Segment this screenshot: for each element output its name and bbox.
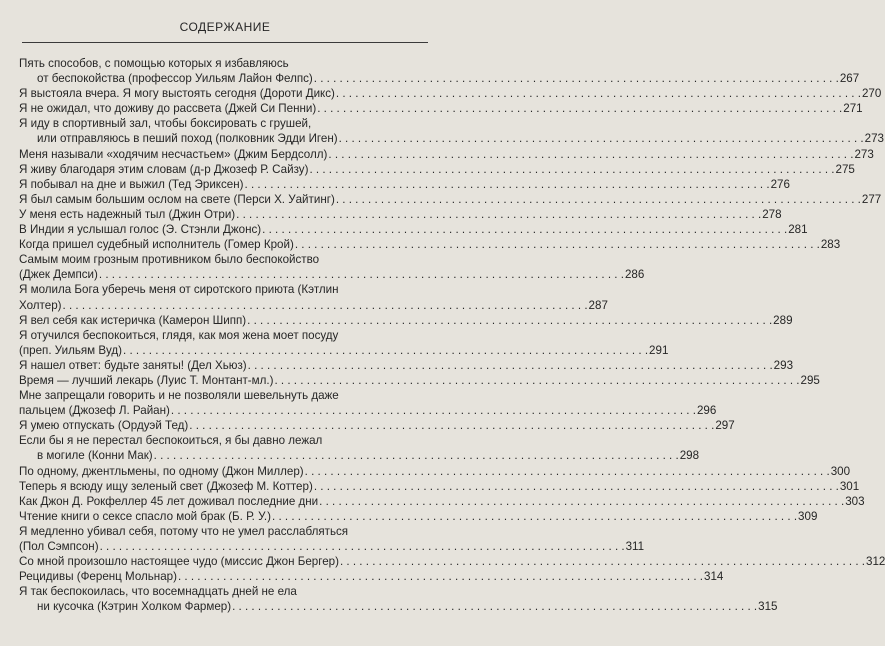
toc-entry bbox=[19, 222, 808, 237]
toc-page-number: 287 bbox=[588, 298, 608, 312]
toc-page-number: 289 bbox=[773, 313, 793, 327]
dot-leader bbox=[314, 479, 839, 494]
dot-leader bbox=[232, 599, 757, 614]
dot-leader bbox=[274, 373, 799, 388]
toc-entry-title: (преп. Уильям Вуд) bbox=[19, 343, 122, 357]
toc-entry-title: Я побывал на дне и выжил (Тед Эриксен) bbox=[19, 177, 244, 191]
toc-entry bbox=[19, 177, 790, 192]
dot-leader bbox=[248, 358, 773, 373]
toc-entry bbox=[19, 509, 818, 524]
toc-page-number: 296 bbox=[696, 404, 717, 418]
toc-entry-title-line: Я так беспокоилась, что восемнадцать дней не ела bbox=[19, 585, 297, 599]
dot-leader bbox=[99, 267, 624, 282]
toc-entry bbox=[19, 86, 882, 101]
toc-entry bbox=[19, 282, 608, 312]
dot-leader bbox=[262, 222, 787, 237]
toc-entry-title: Я не ожидал, что доживу до рассвета (Джей Си Пенни) bbox=[19, 102, 317, 116]
dot-leader bbox=[336, 192, 861, 207]
toc-page-number: 309 bbox=[798, 509, 818, 523]
toc-entry-title: Я выстояла вчера. Я могу выстоять сегодня (Дороти Дикс) bbox=[19, 87, 335, 101]
toc-entry-title: Я умею отпускать (Ордуэй Тед) bbox=[19, 419, 189, 433]
dot-leader bbox=[328, 147, 853, 162]
toc-page-number: 291 bbox=[649, 343, 669, 357]
toc-page-number: 277 bbox=[861, 192, 882, 206]
toc-entry-title-line: Мне запрещали говорить и не позволяли шевельнуть даже bbox=[19, 389, 339, 403]
toc-entry bbox=[19, 524, 645, 554]
dot-leader bbox=[319, 494, 844, 509]
toc-entry bbox=[19, 207, 782, 222]
toc-page-number: 314 bbox=[704, 570, 724, 584]
toc-entry-title: ни кусочка (Кэтрин Холком Фармер) bbox=[37, 600, 232, 614]
toc-entry-title-line: Самым моим грозным противником было беспокойство bbox=[19, 253, 320, 267]
toc-entry bbox=[19, 147, 874, 162]
toc-entry bbox=[19, 584, 778, 614]
dot-leader bbox=[63, 298, 588, 313]
toc-page-number: 303 bbox=[845, 494, 865, 508]
toc-entry-title: в могиле (Конни Мак) bbox=[37, 449, 153, 463]
toc-entry bbox=[19, 464, 851, 479]
dot-leader bbox=[100, 539, 625, 554]
toc-entry-title: Меня называли «ходячим несчастьем» (Джим Бердсолл) bbox=[19, 147, 328, 161]
toc-entry bbox=[19, 192, 882, 207]
dot-leader bbox=[245, 177, 770, 192]
dot-leader bbox=[340, 554, 865, 569]
table-of-contents bbox=[19, 56, 885, 614]
toc-page-number: 275 bbox=[835, 162, 855, 176]
toc-page-number: 298 bbox=[679, 449, 700, 463]
toc-entry-title: Я вел себя как истеричка (Камерон Шипп) bbox=[19, 313, 247, 327]
toc-entry bbox=[19, 56, 860, 86]
dot-leader bbox=[123, 343, 648, 358]
toc-entry bbox=[19, 418, 735, 433]
toc-entry bbox=[19, 328, 669, 358]
toc-entry-title: (Джек Демпси) bbox=[19, 268, 98, 282]
toc-entry bbox=[19, 237, 841, 252]
toc-entry-title: от беспокойства (профессор Уильям Лайон Фелпс) bbox=[37, 72, 313, 86]
dot-leader bbox=[154, 448, 679, 463]
toc-entry bbox=[19, 479, 860, 494]
toc-entry bbox=[19, 252, 645, 282]
dot-leader bbox=[272, 509, 797, 524]
toc-entry-title: Теперь я всюду ищу зеленый свет (Джозеф М. Коттер) bbox=[19, 479, 313, 493]
toc-entry-title: У меня есть надежный тыл (Джин Отри) bbox=[19, 207, 236, 221]
toc-page-number: 311 bbox=[625, 540, 645, 553]
toc-entry-title-line: Я медленно убивал себя, потому что не умел расслабляться bbox=[19, 524, 349, 538]
toc-page-number: 293 bbox=[773, 358, 794, 372]
toc-page-number: 301 bbox=[839, 479, 860, 493]
toc-entry-title-line: Я молила Бога уберечь меня от сиротского приюта (Кэтлин bbox=[19, 283, 339, 297]
toc-entry-title: Как Джон Д. Рокфеллер 45 лет доживал последние дни bbox=[19, 494, 319, 508]
toc-entry-title: Когда пришел судебный исполнитель (Гомер Крой) bbox=[19, 238, 294, 252]
toc-entry bbox=[19, 433, 700, 463]
toc-page-number: 267 bbox=[839, 72, 860, 86]
toc-page-number: 278 bbox=[762, 207, 782, 221]
toc-entry-title: Я живу благодаря этим словам (д-р Джозеф Р. Сайзу) bbox=[19, 162, 309, 176]
toc-entry-title-line: Я отучился беспокоиться, глядя, как моя жена моет посуду bbox=[19, 328, 339, 342]
toc-entry-title: Со мной произошло настоящее чудо (миссис Джон Бергер) bbox=[19, 555, 339, 569]
toc-page-number: 271 bbox=[843, 102, 863, 116]
toc-entry-title: Рецидивы (Ференц Мольнар) bbox=[19, 570, 177, 584]
dot-leader bbox=[178, 569, 703, 584]
toc-entry-title: В Индии я услышал голос (Э. Стэнли Джонс) bbox=[19, 223, 262, 237]
toc-entry-title: Время — лучший лекарь (Луис Т. Монтант-мл.) bbox=[19, 373, 274, 387]
toc-entry-title: Чтение книги о сексе спасло мой брак (Б. Р. У.) bbox=[19, 509, 271, 523]
toc-page-number: 300 bbox=[830, 464, 851, 478]
toc-entry bbox=[19, 494, 865, 509]
toc-page-number: 315 bbox=[758, 600, 778, 614]
toc-entry bbox=[19, 388, 717, 418]
toc-entry-title: пальцем (Джозеф Л. Райан) bbox=[19, 404, 170, 418]
dot-leader bbox=[309, 162, 834, 177]
toc-entry-title: Я был самым большим ослом на свете (Перси Х. Уайтинг) bbox=[19, 192, 335, 206]
toc-entry-title: Я нашел ответ: будьте заняты! (Дел Хьюз) bbox=[19, 358, 247, 372]
toc-entry bbox=[19, 101, 863, 116]
dot-leader bbox=[189, 418, 714, 433]
toc-entry bbox=[19, 358, 794, 373]
dot-leader bbox=[336, 86, 861, 101]
dot-leader bbox=[314, 71, 839, 86]
toc-page-number: 276 bbox=[770, 177, 790, 191]
toc-entry-title-line: Если бы я не перестал беспокоиться, я бы давно лежал bbox=[19, 434, 323, 448]
toc-page-number: 312 bbox=[866, 555, 885, 569]
dot-leader bbox=[247, 313, 772, 328]
dot-leader bbox=[236, 207, 761, 222]
toc-entry bbox=[19, 313, 793, 328]
toc-entry-title-line: Пять способов, с помощью которых я избавляюсь bbox=[19, 57, 289, 70]
page-header: СОДЕРЖАНИЕ bbox=[179, 20, 271, 34]
toc-entry bbox=[19, 162, 855, 177]
toc-page-number: 281 bbox=[788, 223, 808, 237]
toc-entry bbox=[19, 554, 885, 569]
toc-page-number: 286 bbox=[624, 268, 645, 282]
header-rule bbox=[22, 42, 428, 43]
toc-entry bbox=[19, 373, 820, 388]
toc-entry-title: По одному, джентльмены, по одному (Джон Миллер) bbox=[19, 464, 304, 478]
toc-entry bbox=[19, 569, 724, 584]
toc-entry-title: Холтер) bbox=[19, 298, 62, 312]
dot-leader bbox=[339, 131, 864, 146]
toc-page-number: 295 bbox=[800, 373, 820, 387]
dot-leader bbox=[317, 101, 842, 116]
dot-leader bbox=[305, 464, 830, 479]
toc-page-number: 297 bbox=[715, 419, 735, 433]
toc-entry-title: (Пол Сэмпсон) bbox=[19, 540, 99, 553]
toc-page-number: 283 bbox=[820, 238, 841, 252]
dot-leader bbox=[171, 403, 696, 418]
dot-leader bbox=[295, 237, 820, 252]
toc-entry-title-line: Я иду в спортивный зал, чтобы боксировать с грушей, bbox=[19, 117, 312, 131]
toc-entry bbox=[19, 116, 884, 146]
toc-page-number: 273 bbox=[854, 147, 874, 161]
toc-page-number: 270 bbox=[861, 87, 882, 101]
toc-entry-title: или отправляюсь в пеший поход (полковник Эдди Иген) bbox=[37, 132, 338, 146]
toc-page-number: 273 bbox=[864, 132, 884, 146]
